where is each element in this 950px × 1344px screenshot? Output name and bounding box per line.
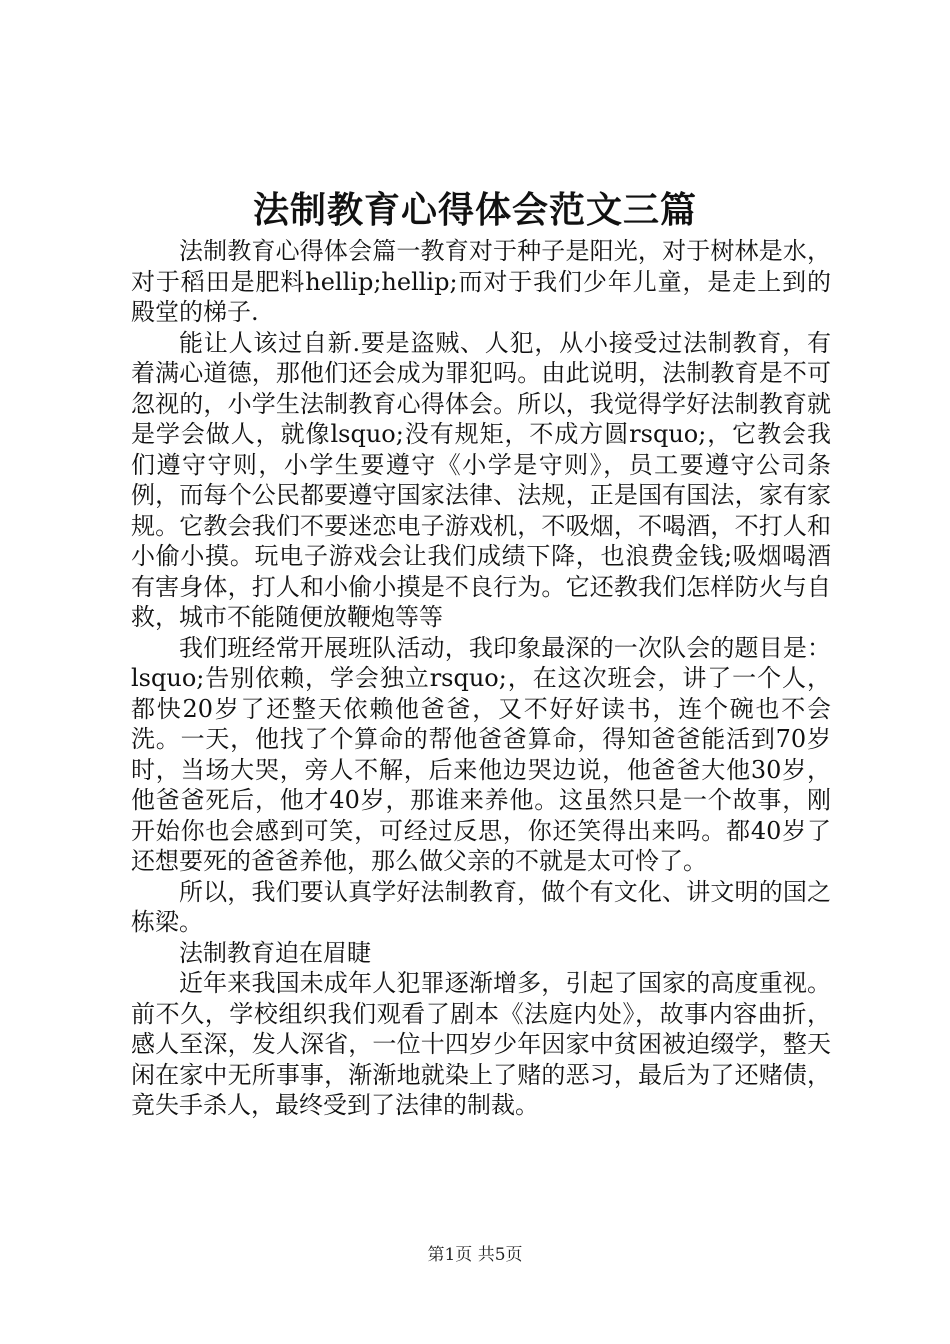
paragraph-5: 近年来我国未成年人犯罪逐渐增多，引起了国家的高度重视。前不久，学校组织我们观看了剧本《法庭内处》，故事内容曲折，感人至深，发人深省，一位十四岁少年因家中贫困被迫缀学，整天闲在家中无所事事，渐渐地就染上了赌的恶习，最后为了还赌债，竟失手杀人，最终受到了法律的制裁。 bbox=[131, 969, 831, 1119]
page-title: 法制教育心得体会范文三篇 bbox=[252, 189, 697, 231]
paragraph-2: 能让人该过自新.要是盗贼、人犯，从小接受过法制教育，有着满心道德，那他们还会成为罪犯吗。由此说明，法制教育是不可忽视的，小学生法制教育心得体会。所以，我觉得学好法制教育就是学会做人，就像lsquo;没有规矩，不成方圆rsquo;，它教会我们遵守守则，小学生要遵守《小学是守则》，员工要遵守公司条例，而每个公民都要遵守国家法律、法规，正是国有国法，家有家规。它教会我们不要迷恋电子游戏机，不吸烟，不喝酒，不打人和小偷小摸。玩电子游戏会让我们成绩下降，也浪费金钱;吸烟喝酒有害身体，打人和小偷小摸是不良行为。它还教我们怎样防火与自救，城市不能随便放鞭炮等等 bbox=[131, 328, 831, 631]
paragraph-3: 我们班经常开展班队活动，我印象最深的一次队会的题目是：lsquo;告别依赖，学会独立rsquo;，在这次班会，讲了一个人，都快20岁了还整天依赖他爸爸，又不好好读书，连个碗也不会洗。一天，他找了个算命的帮他爸爸算命，得知爸爸能活到70岁时，当场大哭，旁人不解，后来他边哭边说，他爸爸大他30岁，他爸爸死后，他才40岁，那谁来养他。这虽然只是一个故事，刚开始你也会感到可笑，可经过反思，你还笑得出来吗。都40岁了还想要死的爸爸养他，那么做父亲的不就是太可怜了。 bbox=[131, 633, 831, 875]
paragraph-1: 法制教育心得体会篇一教育对于种子是阳光，对于树林是水，对于稻田是肥料hellip;hellip;而对于我们少年儿童，是走上到的殿堂的梯子. bbox=[131, 237, 831, 326]
section-heading: 法制教育迫在眉睫 bbox=[179, 938, 371, 967]
document-body bbox=[131, 236, 831, 1121]
paragraph-4: 所以，我们要认真学好法制教育，做个有文化、讲文明的国之栋梁。 bbox=[131, 877, 831, 936]
page-footer: 第1页 共5页 bbox=[427, 1245, 523, 1265]
